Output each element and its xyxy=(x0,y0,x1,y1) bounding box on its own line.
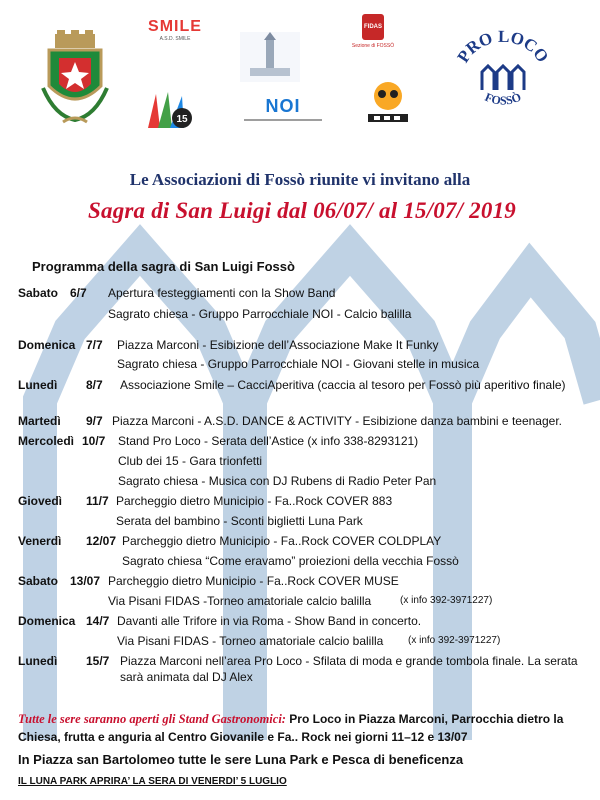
fidas-logo xyxy=(350,14,396,49)
program-date: 9/7 xyxy=(86,414,103,428)
event-headline: Sagra di San Luigi dal 06/07/ al 15/07/ 2019 xyxy=(88,198,516,223)
program-event: Via Pisani FIDAS - Torneo amatoriale calcio balilla xyxy=(117,634,384,648)
pro-loco-logo-line2: FOSSÒ xyxy=(482,89,524,108)
program-row xyxy=(0,306,600,340)
program-event: Sagrato chiesa - Gruppo Parrocchiale NOI - Calcio balilla xyxy=(108,307,412,321)
club15-logo xyxy=(142,88,198,136)
program-day: Sabato xyxy=(18,574,59,588)
pro-loco-logo-line1: PRO LOCO xyxy=(453,28,553,66)
program-event: Stand Pro Loco - Serata dell’Astice (x info 338-8293121) xyxy=(118,434,419,448)
program-date: 8/7 xyxy=(86,378,103,392)
intro-line: Le Associazioni di Fossò riunite vi invitano alla xyxy=(129,170,471,189)
program-day: Giovedì xyxy=(18,494,63,508)
program-day: Lunedì xyxy=(18,378,58,392)
noi-logo-caption-bar xyxy=(244,119,322,121)
program-date: 6/7 xyxy=(70,286,87,300)
program-event: Piazza Marconi nell’area Pro Loco - Sfilata di moda e grande tombola finale. La serata sarà animata dal DJ Alex xyxy=(120,654,578,684)
program-date: 12/07 xyxy=(86,534,117,548)
program-event: Via Pisani FIDAS -Torneo amatoriale calcio balilla xyxy=(108,594,372,608)
program-event-note: (x info 392-3971227) xyxy=(408,635,501,646)
pro-loco-fosso-logo xyxy=(448,28,558,118)
program-row xyxy=(0,377,600,411)
farock-logo xyxy=(360,70,416,130)
luna-park-opening: IL LUNA PARK APRIRA’ LA SERA DI VENERDI’ 5 LUGLIO xyxy=(18,776,287,787)
fosso-coat-of-arms-logo xyxy=(35,28,115,128)
program-event: Sagrato chiesa - Gruppo Parrocchiale NOI - Giovani stelle in musica xyxy=(117,357,480,371)
gastro-stands-notice xyxy=(18,710,588,746)
program-event: Piazza Marconi - Esibizione dell’Associazione Make It Funky xyxy=(117,338,439,352)
program-subtitle: Programma della sagra di San Luigi Fossò xyxy=(32,259,295,274)
smile-logo xyxy=(140,18,210,42)
program-event: Parcheggio dietro Municipio - Fa..Rock COVER MUSE xyxy=(108,574,399,588)
program-row xyxy=(0,653,600,687)
noi-logo-title: NOI xyxy=(265,96,301,116)
program-day: Sabato xyxy=(18,286,59,300)
sponsor-logos xyxy=(0,0,600,150)
program-date: 7/7 xyxy=(86,338,103,352)
program-day: Venerdì xyxy=(18,534,62,548)
program-day: Mercoledì xyxy=(18,434,75,448)
club15-logo-label: 15 xyxy=(176,114,188,125)
program-event: Sagrato chiesa “Come eravamo” proiezioni della vecchia Fossò xyxy=(122,554,459,568)
smile-logo-subtitle: A.S.D. SMILE xyxy=(159,36,191,42)
program-event: Apertura festeggiamenti con la Show Band xyxy=(108,286,336,300)
program-date: 13/07 xyxy=(70,574,101,588)
smile-logo-title: SMILE xyxy=(148,18,202,35)
program-day: Domenica xyxy=(18,338,76,352)
program-date: 14/7 xyxy=(86,614,110,628)
program-day: Lunedì xyxy=(18,654,58,668)
gastro-stands-details: Pro Loco in Piazza Marconi, Parrocchia dietro la Chiesa, frutta e anguria al Centro Giovanile e Fa.. Rock nei giorni 11–12 e 13/07 xyxy=(18,712,564,744)
program-day: Martedì xyxy=(18,414,61,428)
gastro-stands-lead: Tutte le sere saranno aperti gli Stand Gastronomici: xyxy=(18,712,286,726)
fidas-logo-subtitle: Sezione di FOSSÒ xyxy=(351,43,395,49)
luna-park-notice: In Piazza san Bartolomeo tutte le sere Luna Park e Pesca di beneficenza xyxy=(18,752,464,767)
fidas-logo-title: FIDAS xyxy=(362,14,384,40)
program-event: Parcheggio dietro Municipio - Fa..Rock COVER COLDPLAY xyxy=(122,534,442,548)
program-event: Associazione Smile – CacciAperitiva (caccia al tesoro per Fossò più aperitivo finale) xyxy=(120,378,566,392)
program-event: Piazza Marconi - A.S.D. DANCE & ACTIVITY - Esibizione danza bambini e teenager. xyxy=(112,414,562,428)
bell-tower-logo xyxy=(240,32,300,82)
program-event: Club dei 15 - Gara trionfetti xyxy=(118,454,263,468)
program-date: 10/7 xyxy=(82,434,106,448)
program-event: Davanti alle Trifore in via Roma - Show Band in concerto. xyxy=(117,614,422,628)
program-event: Serata del bambino - Sconti biglietti Luna Park xyxy=(116,514,363,528)
program-date: 11/7 xyxy=(86,494,109,508)
program-date: 15/7 xyxy=(86,654,110,668)
program-event-note: (x info 392-3971227) xyxy=(400,595,493,606)
noi-logo xyxy=(238,96,328,121)
program-day: Domenica xyxy=(18,614,76,628)
program-event: Sagrato chiesa - Musica con DJ Rubens di Radio Peter Pan xyxy=(118,474,437,488)
program-event: Parcheggio dietro Municipio - Fa..Rock COVER 883 xyxy=(116,494,393,508)
